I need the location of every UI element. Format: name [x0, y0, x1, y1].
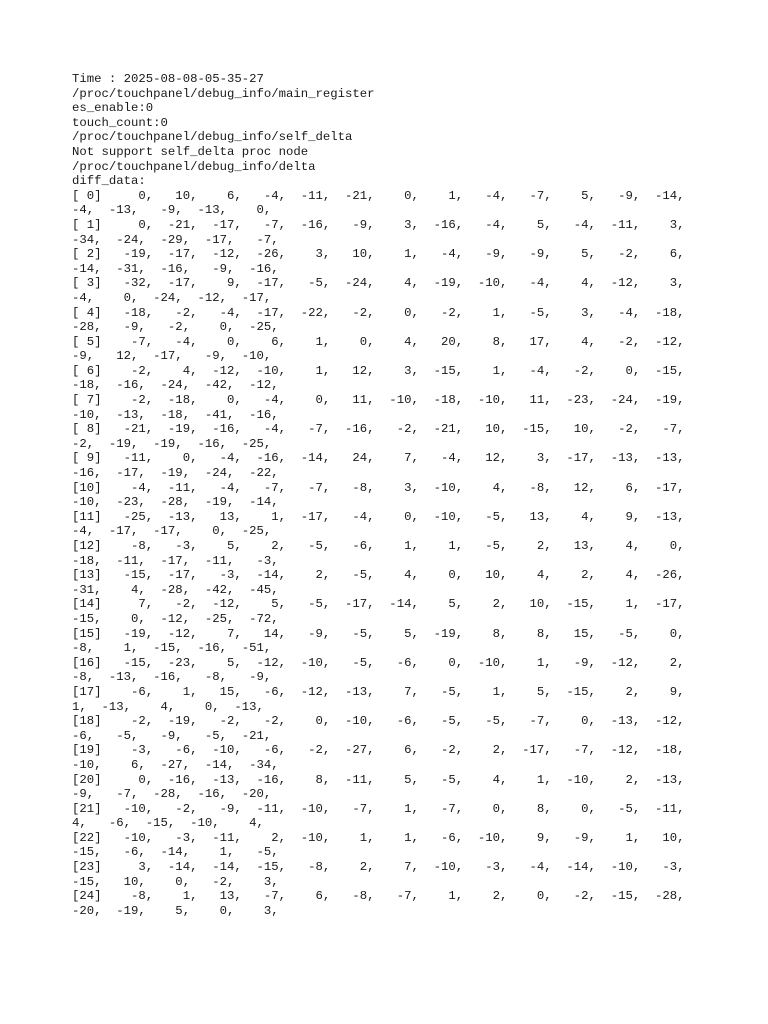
diff-row-values: [ 0] 0, 10, 6, -4, -11, -21, 0, 1, -4, -7, 5, -9, -14, [72, 188, 685, 203]
diff-row [72, 189, 712, 218]
diff-data-label: diff_data: [72, 174, 146, 189]
diff-row-values-wrap: -20, -19, 5, 0, 3, [72, 903, 279, 918]
diff-row [72, 539, 712, 568]
diff-row-values-wrap: -2, -19, -19, -16, -25, [72, 436, 272, 451]
diff-row-values-wrap: -15, 0, -12, -25, -72, [72, 611, 279, 626]
diff-row-values: [14] 7, -2, -12, 5, -5, -17, -14, 5, 2, 10, -15, 1, -17, [72, 597, 685, 612]
diff-row-values: [18] -2, -19, -2, -2, 0, -10, -6, -5, -5, -7, 0, -13, -12, [72, 714, 685, 729]
diff-row [72, 568, 712, 597]
self-delta-message: Not support self_delta proc node [72, 144, 309, 159]
diff-row-values: [24] -8, 1, 13, -7, 6, -8, -7, 1, 2, 0, -2, -15, -28, [72, 889, 685, 904]
diff-row-values-wrap: -10, -23, -28, -19, -14, [72, 495, 279, 510]
diff-row-values-wrap: -4, 0, -24, -12, -17, [72, 290, 272, 305]
diff-row-values: [ 2] -19, -17, -12, -26, 3, 10, 1, -4, -9, -9, 5, -2, 6, [72, 247, 685, 262]
diff-row-values: [ 4] -18, -2, -4, -17, -22, -2, 0, -2, 1, -5, 3, -4, -18, [72, 305, 685, 320]
diff-row-values: [20] 0, -16, -13, -16, 8, -11, 5, -5, 4, 1, -10, 2, -13, [72, 772, 685, 787]
diff-row-values: [ 7] -2, -18, 0, -4, 0, 11, -10, -18, -10, 11, -23, -24, -19, [72, 393, 685, 408]
diff-row-values: [22] -10, -3, -11, 2, -10, 1, 1, -6, -10, 9, -9, 1, 10, [72, 830, 685, 845]
diff-row-values-wrap: -18, -16, -24, -42, -12, [72, 378, 279, 393]
diff-row-values: [ 3] -32, -17, 9, -17, -5, -24, 4, -19, -10, -4, 4, -12, 3, [72, 276, 685, 291]
diff-row-values: [12] -8, -3, 5, 2, -5, -6, 1, 1, -5, 2, 13, 4, 0, [72, 539, 685, 553]
diff-row-values-wrap: -4, -17, -17, 0, -25, [72, 524, 272, 539]
diff-row-values: [ 1] 0, -21, -17, -7, -16, -9, 3, -16, -4, 5, -4, -11, 3, [72, 217, 685, 232]
diff-row-values-wrap: -8, -13, -16, -8, -9, [72, 670, 272, 685]
diff-row-values: [17] -6, 1, 15, -6, -12, -13, 7, -5, 1, 5, -15, 2, 9, [72, 684, 685, 699]
diff-row-values: [21] -10, -2, -9, -11, -10, -7, 1, -7, 0, 8, 0, -5, -11, [72, 801, 685, 816]
diff-row [72, 306, 712, 335]
diff-row-values-wrap: -9, 12, -17, -9, -10, [72, 349, 272, 364]
diff-row [72, 335, 712, 364]
diff-row-values: [ 5] -7, -4, 0, 6, 1, 0, 4, 20, 8, 17, 4, -2, -12, [72, 334, 685, 349]
diff-row [72, 247, 712, 276]
diff-row [72, 481, 712, 510]
diff-row-values: [ 6] -2, 4, -12, -10, 1, 12, 3, -15, 1, -4, -2, 0, -15, [72, 363, 685, 378]
diff-row [72, 393, 712, 422]
diff-row-values-wrap: 1, -13, 4, 0, -13, [72, 699, 264, 714]
diff-row-values-wrap: -14, -31, -16, -9, -16, [72, 261, 279, 276]
diff-row [72, 364, 712, 393]
diff-row-values-wrap: -8, 1, -15, -16, -51, [72, 641, 272, 656]
diff-row [72, 743, 712, 772]
diff-row [72, 831, 712, 860]
diff-row-values-wrap: -31, 4, -28, -42, -45, [72, 582, 279, 597]
diff-row-values-wrap: -9, -7, -28, -16, -20, [72, 787, 272, 802]
diff-row-values-wrap: -28, -9, -2, 0, -25, [72, 320, 279, 335]
diff-row [72, 218, 712, 247]
touch-count-line: touch_count:0 [72, 115, 168, 130]
diff-row [72, 597, 712, 626]
diff-row [72, 276, 712, 305]
main-register-path: /proc/touchpanel/debug_info/main_register [72, 86, 375, 101]
diff-row-values-wrap: -10, 6, -27, -14, -34, [72, 757, 279, 772]
diff-row [72, 714, 712, 743]
diff-row [72, 802, 712, 831]
diff-row-values: [16] -15, -23, 5, -12, -10, -5, -6, 0, -10, 1, -9, -12, 2, [72, 655, 685, 670]
diff-row [72, 860, 712, 889]
diff-row-values-wrap: -34, -24, -29, -17, -7, [72, 232, 279, 247]
diff-row-values-wrap: -16, -17, -19, -24, -22, [72, 466, 279, 481]
diff-row [72, 422, 712, 451]
diff-row [72, 889, 712, 918]
diff-row-values-wrap: -18, -11, -17, -11, -3, [72, 553, 279, 568]
diff-data-table [72, 189, 712, 919]
diff-row-values-wrap: -15, -6, -14, 1, -5, [72, 845, 279, 860]
diff-row-values: [ 9] -11, 0, -4, -16, -14, 24, 7, -4, 12, 3, -17, -13, -13, [72, 451, 685, 466]
diff-row-values-wrap: -15, 10, 0, -2, 3, [72, 874, 279, 889]
diff-row-values: [15] -19, -12, 7, 14, -9, -5, 5, -19, 8, 8, 15, -5, 0, [72, 626, 685, 641]
diff-row [72, 773, 712, 802]
diff-row [72, 510, 712, 539]
diff-row-values-wrap: -4, -13, -9, -13, 0, [72, 203, 272, 218]
diff-row [72, 656, 712, 685]
diff-row-values: [10] -4, -11, -4, -7, -7, -8, 3, -10, 4, -8, 12, 6, -17, [72, 480, 685, 495]
es-enable-line: es_enable:0 [72, 101, 154, 116]
log-document [72, 72, 712, 918]
diff-row-values: [23] 3, -14, -14, -15, -8, 2, 7, -10, -3, -4, -14, -10, -3, [72, 860, 685, 875]
diff-row-values-wrap: -6, -5, -9, -5, -21, [72, 728, 272, 743]
delta-path: /proc/touchpanel/debug_info/delta [72, 159, 316, 174]
self-delta-path: /proc/touchpanel/debug_info/self_delta [72, 130, 353, 145]
diff-row [72, 451, 712, 480]
diff-row-values: [11] -25, -13, 13, 1, -17, -4, 0, -10, -5, 13, 4, 9, -13, [72, 509, 685, 524]
diff-row-values: [ 8] -21, -19, -16, -4, -7, -16, -2, -21, 10, -15, 10, -2, -7, [72, 422, 685, 437]
diff-row-values-wrap: -10, -13, -18, -41, -16, [72, 407, 279, 422]
diff-row-values: [19] -3, -6, -10, -6, -2, -27, 6, -2, 2, -17, -7, -12, -18, [72, 743, 685, 758]
diff-row-values: [13] -15, -17, -3, -14, 2, -5, 4, 0, 10, 4, 2, 4, -26, [72, 568, 685, 583]
diff-row-values-wrap: 4, -6, -15, -10, 4, [72, 816, 264, 831]
timestamp-line: Time : 2025-08-08-05-35-27 [72, 72, 264, 86]
diff-row [72, 627, 712, 656]
diff-row [72, 685, 712, 714]
